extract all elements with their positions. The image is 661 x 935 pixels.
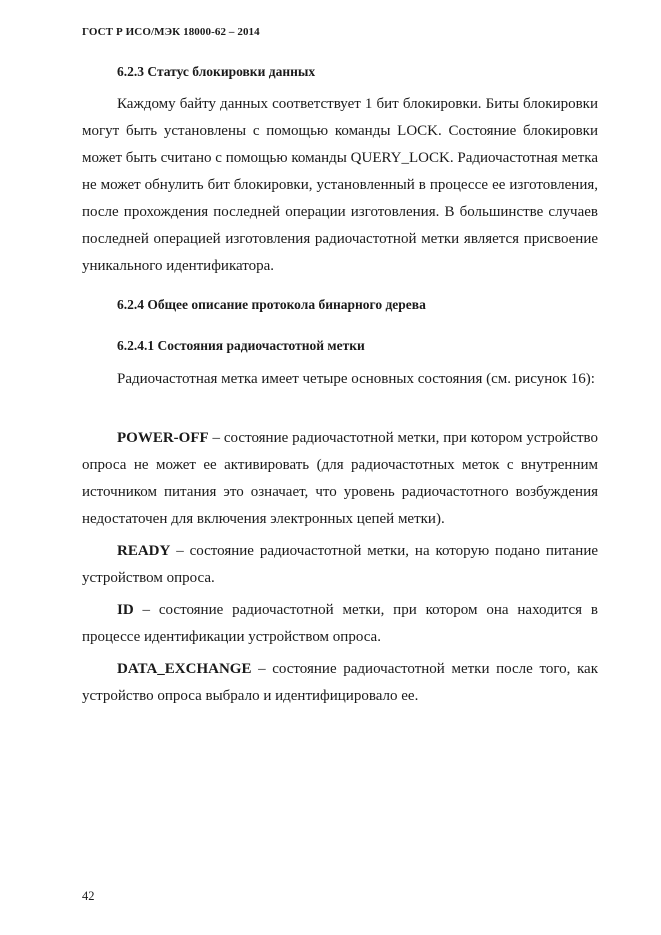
state-description: – состояние радиочастотной метки, на которую подано питание устройством опроса.: [82, 543, 598, 586]
section-6-2-4-1-intro: Радиочастотная метка имеет четыре основных состояния (см. рисунок 16):: [117, 371, 595, 387]
state-term: READY: [117, 543, 171, 559]
state-term: DATA_EXCHANGE: [117, 661, 252, 677]
page-number: 42: [82, 889, 95, 903]
state-id: [82, 597, 598, 651]
state-ready: [82, 538, 598, 592]
section-6-2-4-title: 6.2.4 Общее описание протокола бинарного дерева: [117, 297, 426, 312]
state-description: – состояние радиочастотной метки, при котором устройство опроса не может ее активировать (для радиочастотных меток с внутренним источником питания это означает, что уровень радиочастотного возбуждения недостаточен для включения электронных цепей метки).: [82, 430, 598, 527]
state-description: – состояние радиочастотной метки после того, как устройство опроса выбрало и идентифицировало ее.: [82, 661, 598, 704]
section-6-2-3-title: 6.2.3 Статус блокировки данных: [117, 64, 316, 79]
state-data-exchange: [82, 656, 598, 710]
state-description: – состояние радиочастотной метки, при котором она находится в процессе идентификации устройством опроса.: [82, 602, 598, 645]
document-header: ГОСТ Р ИСО/МЭК 18000-62 – 2014: [82, 26, 260, 38]
section-6-2-3-text: Каждому байту данных соответствует 1 бит блокировки. Биты блокировки могут быть установлены с помощью команды LOCK. Состояние блокировки может быть считано с помощью команды QUERY_LOCK. Радиочастотная метка не может обнулить бит блокировки, установленный в процессе ее изготовления, после прохождения последней операции изготовления. В большинстве случаев последней операцией изготовления радиочастотной метки является присвоение уникального идентификатора.: [82, 96, 598, 274]
state-power-off: [82, 425, 598, 533]
state-term: ID: [117, 602, 134, 618]
section-6-2-4-1-title: 6.2.4.1 Состояния радиочастотной метки: [117, 338, 365, 353]
state-term: POWER-OFF: [117, 430, 209, 446]
